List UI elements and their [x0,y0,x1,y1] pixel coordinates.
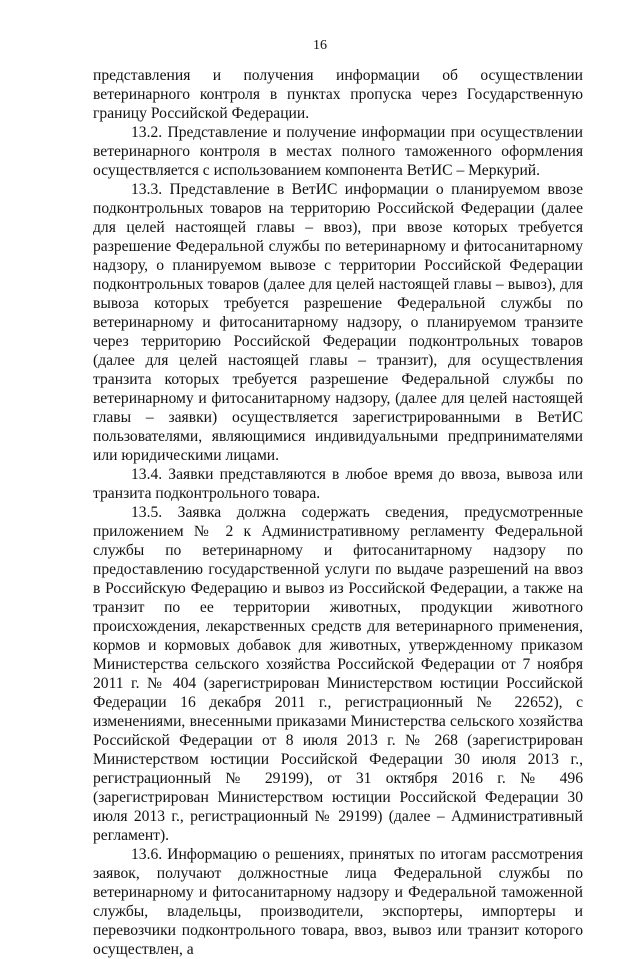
page-number: 16 [313,38,327,53]
paragraph-13-3: 13.3. Представление в ВетИС информации о планируемом ввозе подконтрольных товаров на территорию Российской Федерации (далее для целей настоящей главы – ввоз), при ввозе которых требуется разрешение Федеральной службы по ветеринарному и фитосанитарному надзору, о планируемом вывозе с территории Российской Федерации подконтрольных товаров (далее для целей настоящей главы – вывоз), для вывоза которых требуется разрешение Федеральной службы по ветеринарному и фитосанитарному надзору, о планируемом транзите через территорию Российской Федерации подконтрольных товаров (далее для целей настоящей главы – транзит), для осуществления транзита которых требуется разрешение Федеральной службы по ветеринарному и фитосанитарному надзору, (далее для целей настоящей главы – заявки) осуществляется зарегистрированными в ВетИС пользователями, являющимися индивидуальными предпринимателями или юридическими лицами. [93,181,583,464]
paragraph-13-4: 13.4. Заявки представляются в любое время до ввоза, вывоза или транзита подконтрольного товара. [93,466,583,502]
document-body [93,66,583,959]
paragraph-continuation: представления и получения информации об осуществлении ветеринарного контроля в пунктах пропуска через Государственную границу Российской Федерации. [93,67,583,122]
paragraph-13-5: 13.5. Заявка должна содержать сведения, предусмотренные приложением № 2 к Административному регламенту Федеральной службы по ветеринарному и фитосанитарному надзору по предоставлению государственной услуги по выдаче разрешений на ввоз в Российскую Федерацию и вывоз из Российской Федерации, а также на транзит по ее территории животных, продукции животного происхождения, лекарственных средств для ветеринарного применения, кормов и кормовых добавок для животных, утвержденному приказом Министерства сельского хозяйства Российской Федерации от 7 ноября 2011 г. № 404 (зарегистрирован Министерством юстиции Российской Федерации 16 декабря 2011 г., регистрационный № 22652), с изменениями, внесенными приказами Министерства сельского хозяйства Российской Федерации от 8 июля 2013 г. № 268 (зарегистрирован Министерством юстиции Российской Федерации 30 июля 2013 г., регистрационный № 29199), от 31 октября 2016 г. № 496 (зарегистрирован Министерством юстиции Российской Федерации 30 июля 2013 г., регистрационный № 29199) (далее – Административный регламент). [93,504,583,844]
paragraph-13-2: 13.2. Представление и получение информации при осуществлении ветеринарного контроля в местах полного таможенного оформления осуществляется с использованием компонента ВетИС – Меркурий. [93,124,583,179]
paragraph-13-6: 13.6. Информацию о решениях, принятых по итогам рассмотрения заявок, получают должностные лица Федеральной службы по ветеринарному и фитосанитарному надзору и Федеральной таможенной службы, владельцы, производители, экспортеры, импортеры и перевозчики подконтрольного товара, ввоз, вывоз или транзит которого осуществлен, а [93,846,583,958]
